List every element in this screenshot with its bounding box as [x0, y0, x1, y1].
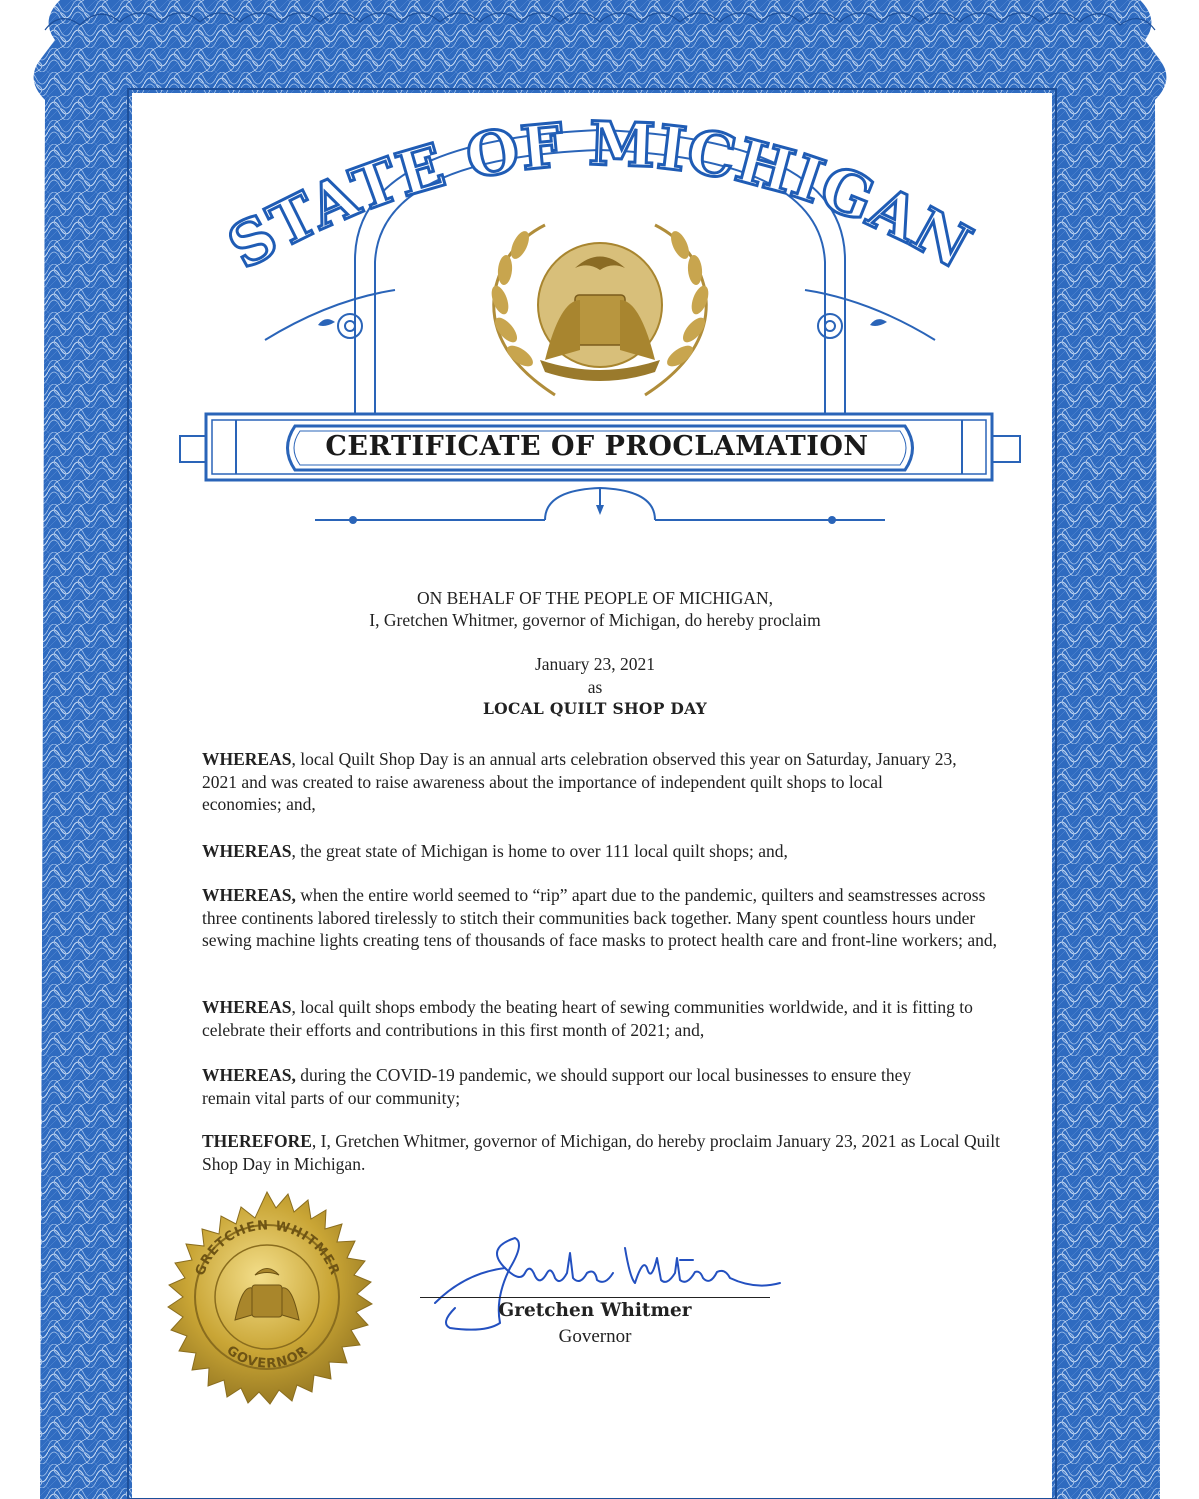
seal-bottom-text: GOVERNOR: [223, 1343, 312, 1372]
signature-line: [420, 1297, 770, 1298]
as-word: as: [587, 677, 603, 697]
paragraph-text: during the COVID-19 pandemic, we should support our local businesses to ensure they remain vital parts of our community;: [202, 1065, 912, 1108]
whereas-paragraph-4: [202, 996, 1002, 1041]
whereas-paragraph-5: [202, 1064, 962, 1109]
signature-block: [415, 1228, 795, 1358]
handwritten-signature: [425, 1228, 785, 1338]
day-name: LOCAL QUILT SHOP DAY: [482, 699, 708, 718]
gold-seal: [160, 1190, 375, 1405]
whereas-paragraph-2: [202, 840, 1002, 863]
proclaim-line: I, Gretchen Whitmer, governor of Michigan, do hereby proclaim: [369, 610, 821, 630]
paragraph-lead: WHEREAS,: [202, 1065, 296, 1085]
whereas-paragraph-1: [202, 748, 962, 816]
header-ornament: [0, 0, 1199, 560]
paragraph-lead: THEREFORE: [202, 1131, 312, 1151]
behalf-line: ON BEHALF OF THE PEOPLE OF MICHIGAN,: [416, 588, 773, 608]
paragraph-lead: WHEREAS: [202, 997, 292, 1017]
paragraph-text: , the great state of Michigan is home to over 111 local quilt shops; and,: [291, 841, 788, 861]
proclamation-date: January 23, 2021: [534, 654, 656, 674]
signer-name: Gretchen Whitmer: [498, 1300, 692, 1321]
whereas-paragraph-3: [202, 884, 1002, 952]
state-banner-text: STATE OF MICHIGAN: [217, 109, 983, 284]
paragraph-lead: WHEREAS: [202, 841, 292, 861]
signer-title: Governor: [558, 1326, 632, 1347]
paragraph-lead: WHEREAS: [202, 749, 292, 769]
certificate-title: CERTIFICATE OF PROCLAMATION: [325, 431, 869, 462]
paragraph-text: , local quilt shops embody the beating heart of sewing communities worldwide, and it is fitting to celebrate their efforts and contributions in this first month of 2021; and,: [202, 997, 973, 1040]
paragraph-text: , local Quilt Shop Day is an annual arts celebration observed this year on Saturday, January 23, 2021 and was created to raise awareness about the importance of independent quilt shops to local economies; and,: [202, 749, 957, 815]
paragraph-lead: WHEREAS,: [202, 885, 296, 905]
paragraph-text: , I, Gretchen Whitmer, governor of Michigan, do hereby proclaim January 23, 2021 as Local Quilt Shop Day in Michigan.: [202, 1131, 1000, 1174]
paragraph-text: when the entire world seemed to “rip” apart due to the pandemic, quilters and seamstresses across three continents labored tirelessly to stitch their communities back together. Many spent countless hours under sewing machine lights creating tens of thousands of face masks to protect health care and front-line workers; and,: [202, 885, 998, 951]
seal-top-text: GRETCHEN WHITMER: [192, 1218, 343, 1278]
therefore-paragraph: [202, 1130, 1002, 1175]
